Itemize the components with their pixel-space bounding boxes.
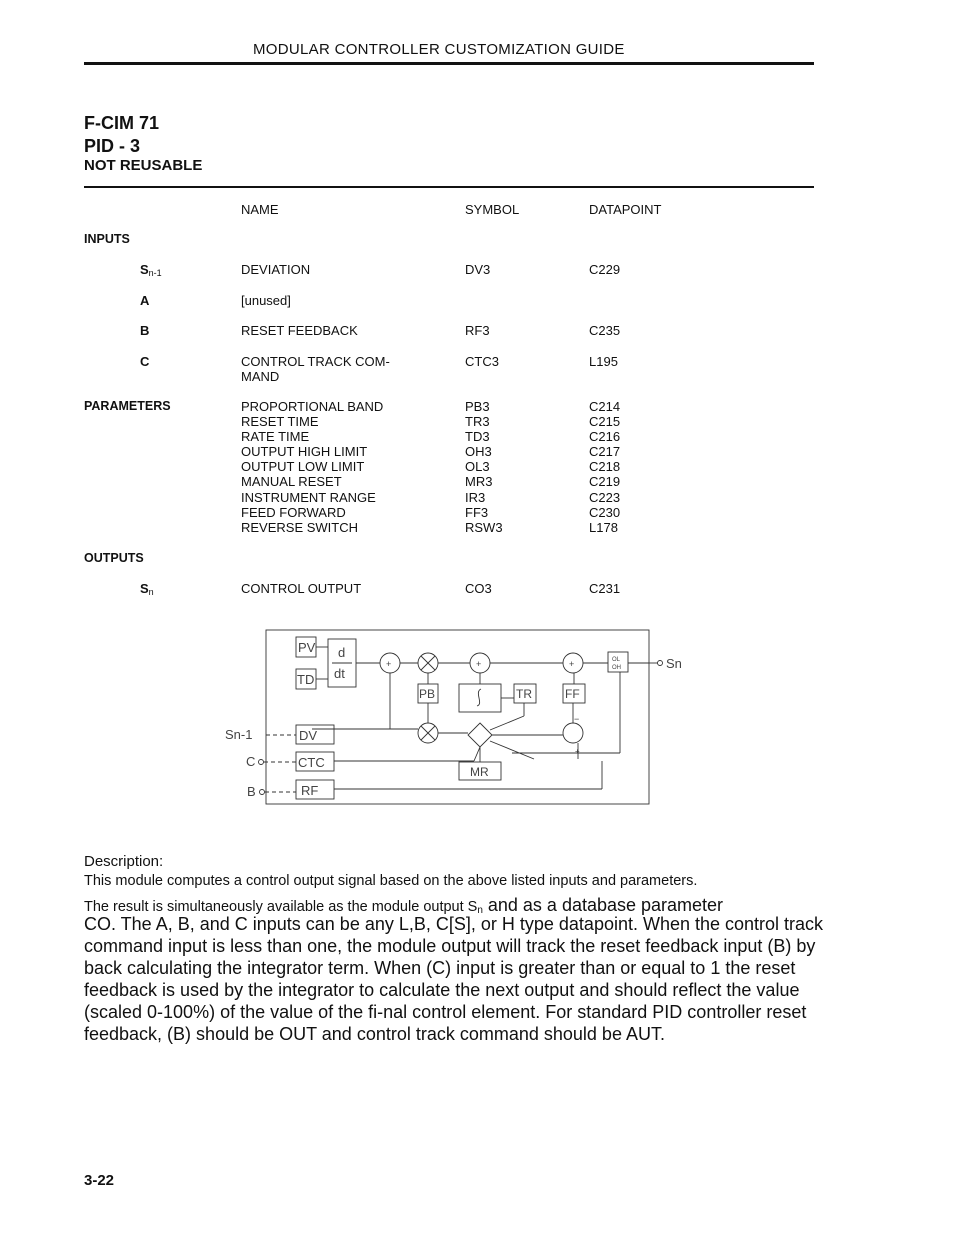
input-name: RESET FEEDBACK: [241, 323, 358, 338]
input-symbol: DV3: [465, 262, 491, 277]
ctc-label: CTC: [298, 755, 325, 770]
output-id: $S_n$: [140, 581, 154, 597]
input-sn1-label: Sn-1: [225, 727, 253, 742]
input-name: CONTROL TRACK COM- MAND: [241, 354, 390, 385]
parameters-label: PARAMETERS: [84, 399, 171, 413]
input-datapoint: C235: [589, 323, 621, 338]
ff-label: FF: [565, 687, 580, 701]
module-name: PID - 3: [84, 136, 141, 156]
comparator-minus: −: [574, 714, 580, 724]
col-header-datapoint: DATAPOINT: [589, 202, 662, 217]
rf-label: RF: [301, 783, 319, 798]
input-name: DEVIATION: [241, 262, 311, 277]
summer-plus: +: [386, 659, 392, 669]
pid-block-diagram: [222, 626, 692, 811]
comparator-plus: +: [575, 747, 580, 756]
input-name: [unused]: [241, 293, 291, 308]
module-code: F-CIM 71: [84, 113, 160, 133]
td-label: TD: [297, 672, 315, 687]
output-sn-label: Sn: [666, 656, 682, 671]
input-id: C: [140, 354, 150, 369]
title-rule: [84, 186, 814, 188]
page-header: MODULAR CONTROLLER CUSTOMIZATION GUIDE: [253, 41, 625, 58]
derivative-dt: dt: [334, 666, 345, 681]
header-rule: [84, 62, 814, 65]
tr-label: TR: [516, 687, 532, 701]
input-symbol: RF3: [465, 323, 490, 338]
dv-label: DV: [299, 728, 318, 743]
col-header-name: NAME: [241, 202, 279, 217]
diagram-frame: [266, 630, 649, 804]
input-id: A: [140, 293, 150, 308]
parameter-names: PROPORTIONAL BAND RESET TIME RATE TIME OUTPUT HIGH LIMIT OUTPUT LOW LIMIT MANUAL RESET INSTRUMENT RANGE FEED FORWARD REVERSE SWITCH: [241, 399, 384, 535]
input-datapoint: C229: [589, 262, 621, 277]
module-title: [84, 112, 159, 158]
description-line-2: The result is simultaneously available as the module output $S_n$ and as a database parameter: [84, 895, 724, 916]
summer-plus-2: +: [476, 659, 482, 669]
input-id: B: [140, 323, 150, 338]
mr-label: MR: [470, 765, 489, 779]
output-name: CONTROL OUTPUT: [241, 581, 362, 596]
input-c-label: C: [246, 754, 256, 769]
parameter-symbols: PB3 TR3 TD3 OH3 OL3 MR3 IR3 FF3 RSW3: [465, 399, 503, 535]
output-symbol: CO3: [465, 581, 492, 596]
output-datapoint: C231: [589, 581, 621, 596]
input-symbol: CTC3: [465, 354, 499, 369]
description-title: Description:: [84, 853, 164, 870]
outputs-label: OUTPUTS: [84, 551, 144, 565]
input-datapoint: L195: [589, 354, 618, 369]
input-b-label: B: [247, 784, 256, 799]
derivative-d: d: [338, 645, 346, 660]
col-header-symbol: SYMBOL: [465, 202, 520, 217]
pv-label: PV: [298, 640, 316, 655]
module-reuse-status: NOT REUSABLE: [84, 157, 203, 174]
summer-plus-3: +: [569, 659, 575, 669]
limiter-ol: OL: [612, 657, 621, 663]
input-id: $S_{n-1}$: [140, 262, 162, 278]
parameter-datapoints: C214 C215 C216 C217 C218 C219 C223 C230 L178: [589, 399, 621, 535]
inputs-label: INPUTS: [84, 232, 130, 246]
description-body: CO. The A, B, and C inputs can be any L,B, C[S], or H type datapoint. When the control track command input is less than one, the module output will track the reset feedback input (B) by back calculating the integrator term. When (C) input is greater than or equal to 1 the reset feedback is used by the integrator to calculate the next output and should reflect the value (scaled 0-100%) of the value of the fi-nal control element. For standard PID controller reset feedback, (B) should be OUT and control track command should be AUT.: [84, 914, 824, 1044]
pb-label: PB: [419, 687, 436, 701]
page-number: 3-22: [84, 1172, 115, 1189]
description-line-1: This module computes a control output signal based on the above listed inputs and parameters.: [84, 873, 698, 889]
limiter-oh: OH: [612, 665, 621, 671]
